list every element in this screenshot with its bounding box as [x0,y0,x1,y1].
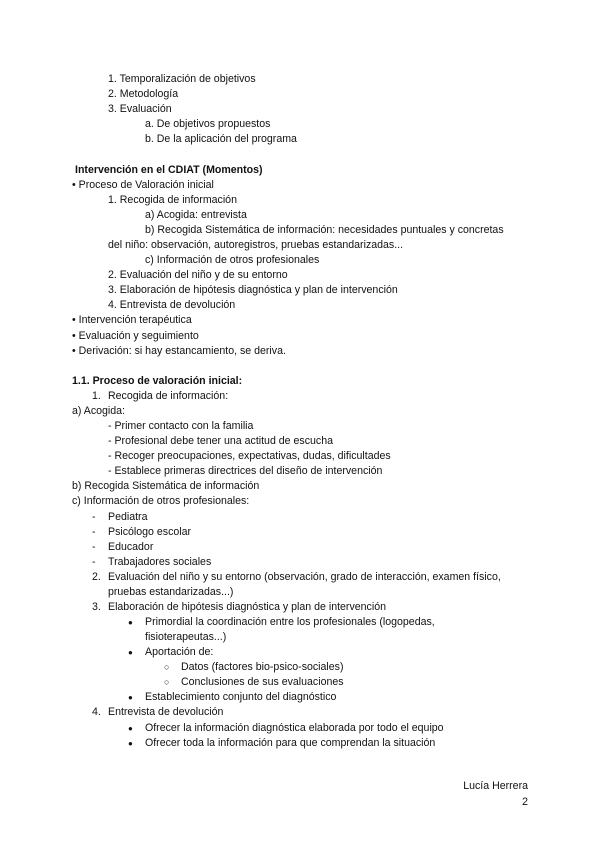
list-item: Recogida de información: [108,390,229,402]
list-item: b) Recogida Sistemática de información: necesidades puntuales y concretas [145,224,504,236]
list-item: c) Información de otros profesionales: [72,495,250,507]
page-number: 2 [522,796,528,808]
list-item: a) Acogida: entrevista [145,209,247,221]
list-item: Establecimiento conjunto del diagnóstico [145,691,337,703]
list-item: Trabajadores sociales [108,556,212,568]
list-item: - Primer contacto con la familia [108,420,254,432]
bullet-icon: ● [128,724,133,733]
list-item: • Derivación: si hay estancamiento, se deriva. [72,345,286,357]
bullet-icon: ● [128,648,133,657]
bullet-icon: ● [128,739,133,748]
list-item: 1. Temporalización de objetivos [108,73,256,85]
list-item: • Intervención terapéutica [72,314,192,326]
bullet-icon: ● [128,693,133,702]
list-item: a) Acogida: [72,405,126,417]
list-number: 1. [92,390,101,402]
list-item: b. De la aplicación del programa [145,133,297,145]
list-item: Aportación de: [145,646,214,658]
list-item: - Recoger preocupaciones, expectativas, dudas, dificultades [108,450,391,462]
dash-marker: - [92,511,96,523]
section-heading: 1.1. Proceso de valoración inicial: [72,375,243,387]
list-item: - Establece primeras directrices del diseño de intervención [108,465,383,477]
list-item: 2. Evaluación del niño y de su entorno [108,269,288,281]
list-item: 1. Recogida de información [108,194,237,206]
list-item: Psicólogo escolar [108,526,192,538]
list-item: 2. Metodología [108,88,179,100]
list-item-continuation: del niño: observación, autoregistros, pruebas estandarizadas... [108,239,404,251]
list-item: a. De objetivos propuestos [145,118,271,130]
list-item: Ofrecer toda la información para que comprendan la situación [145,737,436,749]
list-item: b) Recogida Sistemática de información [72,480,260,492]
list-item: Evaluación del niño y su entorno (observación, grado de interacción, examen físico, [108,571,501,583]
list-item: 3. Evaluación [108,103,172,115]
bullet-icon: ● [128,618,133,627]
list-item: • Proceso de Valoración inicial [72,179,214,191]
circle-bullet-icon: ○ [164,677,170,687]
list-item: Entrevista de devolución [108,706,224,718]
list-item: Pediatra [108,511,148,523]
list-item: Educador [108,541,154,553]
dash-marker: - [92,526,96,538]
list-item: 4. Entrevista de devolución [108,299,236,311]
list-item: - Profesional debe tener una actitud de escucha [108,435,333,447]
list-item: c) Información de otros profesionales [145,254,320,266]
list-item: Ofrecer la información diagnóstica elaborada por todo el equipo [145,722,444,734]
list-number: 3. [92,601,101,613]
list-item: 3. Elaboración de hipótesis diagnóstica y plan de intervención [108,284,398,296]
list-number: 4. [92,706,101,718]
dash-marker: - [92,541,96,553]
list-item: Primordial la coordinación entre los profesionales (logopedas, [145,616,435,628]
list-item-continuation: pruebas estandarizadas...) [108,586,234,598]
footer-author: Lucía Herrera [463,780,528,792]
list-number: 2. [92,571,101,583]
circle-bullet-icon: ○ [164,662,170,672]
list-item: • Evaluación y seguimiento [72,330,199,342]
list-item-continuation: fisioterapeutas...) [145,631,227,643]
dash-marker: - [92,556,96,568]
list-item: Elaboración de hipótesis diagnóstica y plan de intervención [108,601,386,613]
list-item: Conclusiones de sus evaluaciones [181,676,344,688]
list-item: Datos (factores bio-psico-sociales) [181,661,344,673]
section-heading: Intervención en el CDIAT (Momentos) [75,164,263,176]
